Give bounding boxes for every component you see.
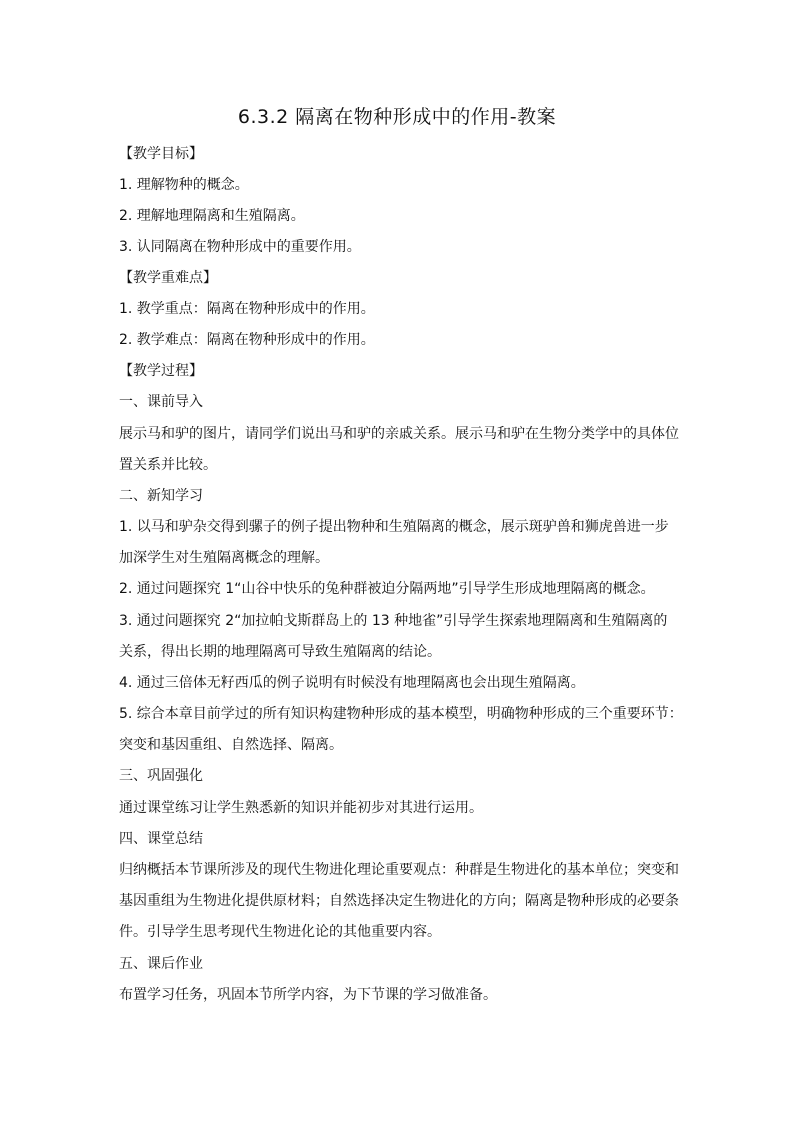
text-line: 2. 理解地理隔离和生殖隔离。 xyxy=(119,208,305,224)
section-heading-objectives: 【教学目标】 xyxy=(119,146,203,162)
text-line: 件。引导学生思考现代生物进化论的其他重要内容。 xyxy=(119,924,441,940)
text-line: 1. 以马和驴杂交得到骡子的例子提出物种和生殖隔离的概念，展示斑驴兽和狮虎兽进一步 xyxy=(119,519,669,535)
text-line: 展示马和驴的图片，请同学们说出马和驴的亲戚关系。展示马和驴在生物分类学中的具体位 xyxy=(119,426,679,442)
text-line: 4. 通过三倍体无籽西瓜的例子说明有时候没有地理隔离也会出现生殖隔离。 xyxy=(119,675,585,691)
text-line: 突变和基因重组、自然选择、隔离。 xyxy=(119,737,343,753)
text-line: 3. 认同隔离在物种形成中的重要作用。 xyxy=(119,239,361,255)
text-line: 基因重组为生物进化提供原材料；自然选择决定生物进化的方向；隔离是物种形成的必要条 xyxy=(119,893,679,909)
text-line: 2. 通过问题探究 1“山谷中快乐的兔种群被迫分隔两地”引导学生形成地理隔离的概念。 xyxy=(119,581,655,597)
text-line: 2. 教学难点：隔离在物种形成中的作用。 xyxy=(119,332,375,348)
section-heading-process: 【教学过程】 xyxy=(119,363,203,379)
section-heading-key-points: 【教学重难点】 xyxy=(119,270,217,286)
document-title: 6.3.2 隔离在物种形成中的作用-教案 xyxy=(237,106,557,128)
subheading-intro: 一、课前导入 xyxy=(119,394,203,410)
text-line: 关系，得出长期的地理隔离可导致生殖隔离的结论。 xyxy=(119,644,441,660)
subheading-homework: 五、课后作业 xyxy=(119,956,203,972)
text-line: 加深学生对生殖隔离概念的理解。 xyxy=(119,550,329,566)
text-line: 归纳概括本节课所涉及的现代生物进化理论重要观点：种群是生物进化的基本单位；突变和 xyxy=(119,862,679,878)
text-line: 布置学习任务，巩固本节所学内容，为下节课的学习做准备。 xyxy=(119,987,497,1003)
text-line: 1. 教学重点：隔离在物种形成中的作用。 xyxy=(119,301,375,317)
subheading-reinforce: 三、巩固强化 xyxy=(119,768,203,784)
text-line: 1. 理解物种的概念。 xyxy=(119,177,249,193)
text-line: 3. 通过问题探究 2“加拉帕戈斯群岛上的 13 种地雀”引导学生探索地理隔离和生殖隔离的 xyxy=(119,613,668,629)
text-line: 5. 综合本章目前学过的所有知识构建物种形成的基本模型，明确物种形成的三个重要环节： xyxy=(119,706,683,722)
text-line: 置关系并比较。 xyxy=(119,457,217,473)
subheading-new-knowledge: 二、新知学习 xyxy=(119,488,203,504)
text-line: 通过课堂练习让学生熟悉新的知识并能初步对其进行运用。 xyxy=(119,800,483,816)
subheading-summary: 四、课堂总结 xyxy=(119,831,203,847)
